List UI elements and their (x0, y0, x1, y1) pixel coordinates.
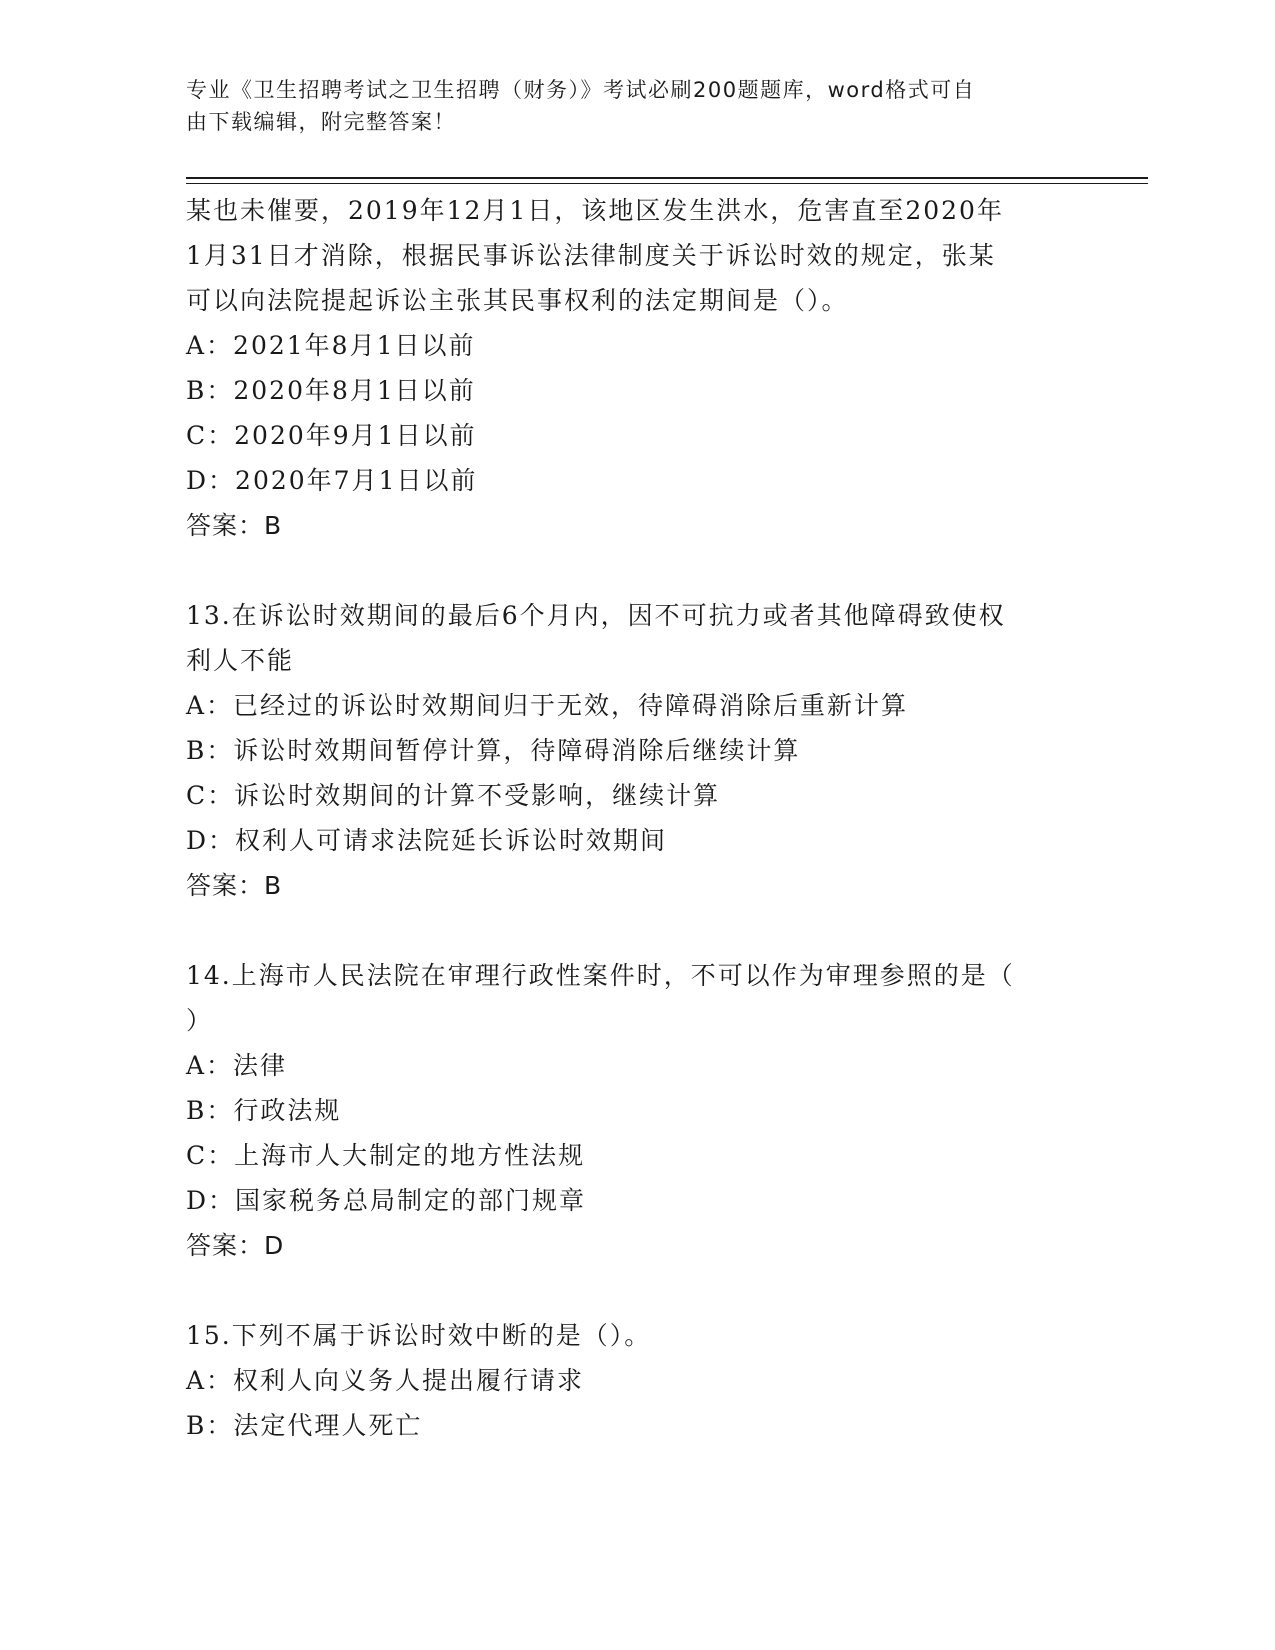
question-stem-line: 14.上海市人民法院在审理行政性案件时，不可以作为审理参照的是（ (186, 961, 1015, 990)
option-d: D：2020年7月1日以前 (186, 466, 478, 495)
header-divider-thick (186, 177, 1148, 179)
spacer (186, 548, 1066, 593)
option-a: A：已经过的诉讼时效期间归于无效，待障碍消除后重新计算 (186, 691, 909, 720)
option-d: D：国家税务总局制定的部门规章 (186, 1186, 587, 1215)
spacer (186, 1268, 1066, 1313)
option-a: A：权利人向义务人提出履行请求 (186, 1366, 585, 1395)
question-stem-line: 13.在诉讼时效期间的最后6个月内，因不可抗力或者其他障碍致使权 (186, 601, 1006, 630)
spacer (186, 908, 1066, 953)
question-13 (186, 593, 1066, 908)
option-d: D：权利人可请求法院延长诉讼时效期间 (186, 826, 668, 855)
header-line-2: 由下载编辑，附完整答案！ (186, 110, 456, 134)
question-stem-line: 利人不能 (186, 646, 295, 675)
header-line-1: 专业《卫生招聘考试之卫生招聘（财务）》考试必刷200题题库，word格式可自 (186, 78, 976, 102)
answer: 答案：D (186, 1231, 285, 1260)
option-c: C：2020年9月1日以前 (186, 421, 477, 450)
question-stem-line: 15.下列不属于诉讼时效中断的是（）。 (186, 1321, 652, 1350)
question-stem-line: 1月31日才消除，根据民事诉讼法律制度关于诉讼时效的规定，张某 (186, 241, 996, 270)
option-b: B：法定代理人死亡 (186, 1411, 423, 1440)
question-15 (186, 1313, 1066, 1448)
answer: 答案：B (186, 871, 283, 900)
document-header (186, 74, 1066, 138)
question-list (186, 188, 1066, 1448)
header-divider-thin (186, 183, 1148, 184)
option-a: A：法律 (186, 1051, 288, 1080)
answer: 答案：B (186, 511, 283, 540)
question-12 (186, 188, 1066, 548)
option-a: A：2021年8月1日以前 (186, 331, 476, 360)
question-stem-line: 可以向法院提起诉讼主张其民事权利的法定期间是（）。 (186, 286, 849, 315)
option-b: B：行政法规 (186, 1096, 342, 1125)
question-14 (186, 953, 1066, 1268)
question-stem-line: 某也未催要，2019年12月1日，该地区发生洪水，危害直至2020年 (186, 196, 1004, 225)
question-stem-line: ） (186, 1006, 214, 1035)
option-c: C：诉讼时效期间的计算不受影响，继续计算 (186, 781, 721, 810)
option-b: B：诉讼时效期间暂停计算，待障碍消除后继续计算 (186, 736, 801, 765)
option-c: C：上海市人大制定的地方性法规 (186, 1141, 586, 1170)
option-b: B：2020年8月1日以前 (186, 376, 476, 405)
